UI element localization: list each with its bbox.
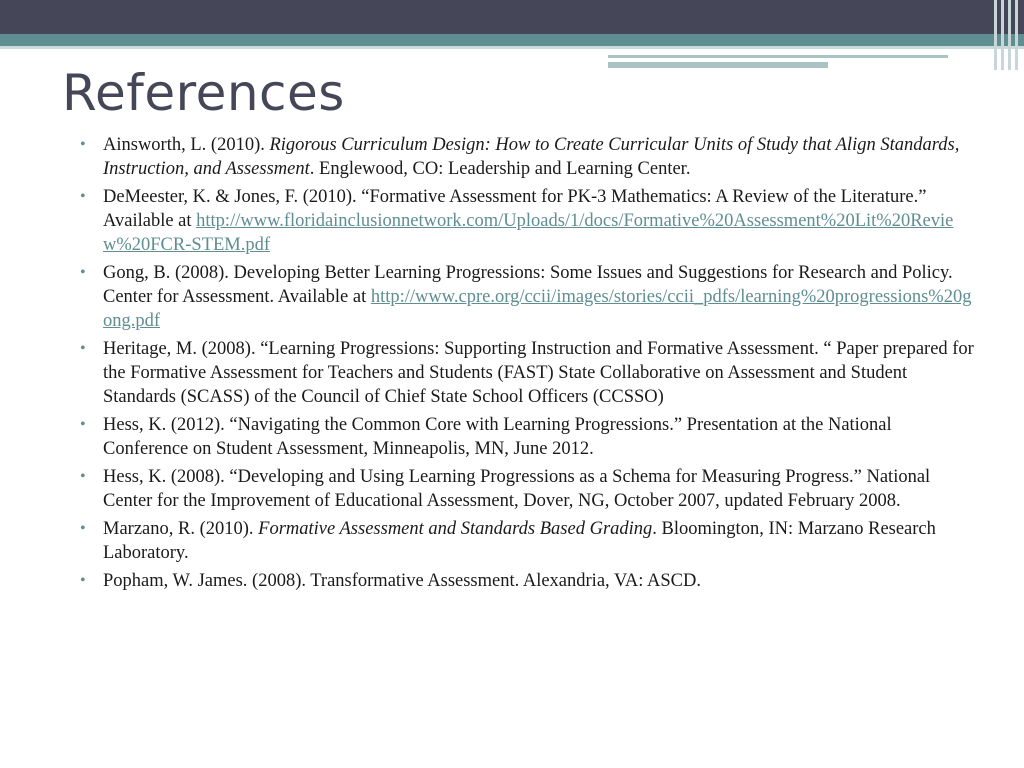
bullet-icon: •: [80, 264, 86, 281]
reference-text: Gong, B. (2008). Developing Better Learning Progressions: Some Issues and Suggestions for Research and Policy. Center for Assessment. Available at: [103, 263, 953, 307]
header-teal-band: [0, 34, 1024, 46]
reference-list: [80, 133, 975, 597]
reference-text: Heritage, M. (2008). “Learning Progressions: Supporting Instruction and Formative Assessment. “ Paper prepared for the Formative Assessment for Teachers and Students (FAST) State Collaborative on Assessment and Student Standards (SCASS) of the Council of Chief State School Officers (CCSSO): [103, 339, 974, 407]
header-light-band: [0, 46, 1024, 49]
bullet-icon: •: [80, 136, 86, 153]
reference-publisher: . Bloomington, IN: Marzano Research Laboratory.: [103, 519, 936, 563]
reference-author: Marzano, R. (2010).: [103, 519, 259, 539]
reference-text: Hess, K. (2008). “Developing and Using Learning Progressions as a Schema for Measuring Progress.” National Center for the Improvement of Educational Assessment, Dover, NG, October 2007, updated February 2008.: [103, 467, 931, 511]
reference-item: [80, 517, 975, 565]
header-vertical-stripes: [990, 0, 1024, 70]
reference-publisher: . Englewood, CO: Leadership and Learning Center.: [309, 159, 691, 179]
reference-item: [80, 261, 975, 333]
reference-item: [80, 133, 975, 181]
slide-title: References: [62, 64, 345, 122]
reference-item: [80, 569, 975, 593]
reference-item: [80, 337, 975, 409]
reference-item: [80, 413, 975, 461]
reference-text: DeMeester, K. & Jones, F. (2010). “Formative Assessment for PK-3 Mathematics: A Review of the Literature.” Available at: [103, 187, 927, 231]
bullet-icon: •: [80, 416, 86, 433]
reference-text: Popham, W. James. (2008). Transformative Assessment. Alexandria, VA: ASCD.: [103, 571, 701, 591]
header-dark-bar: [0, 0, 1024, 34]
reference-item: [80, 465, 975, 513]
reference-item: [80, 185, 975, 257]
bullet-icon: •: [80, 572, 86, 589]
reference-title: Formative Assessment and Standards Based Grading: [258, 519, 653, 539]
bullet-icon: •: [80, 340, 86, 357]
reference-title: Rigorous Curriculum Design: How to Create Curricular Units of Study that Align Standards, Instruction, and Assessment: [103, 135, 960, 179]
bullet-icon: •: [80, 468, 86, 485]
reference-link[interactable]: http://www.cpre.org/ccii/images/stories/ccii_pdfs/learning%20progressions%20gong.pdf: [103, 287, 972, 331]
reference-text: Hess, K. (2012). “Navigating the Common Core with Learning Progressions.” Presentation at the National Conference on Student Assessment, Minneapolis, MN, June 2012.: [103, 415, 892, 459]
reference-link[interactable]: http://www.floridainclusionnetwork.com/Uploads/1/docs/Formative%20Assessment%20Lit%20Review%20FCR-STEM.pdf: [103, 211, 954, 255]
bullet-icon: •: [80, 520, 86, 537]
reference-author: Ainsworth, L. (2010).: [103, 135, 270, 155]
header-accent-line: [608, 62, 828, 68]
header-accent-line: [608, 55, 948, 58]
bullet-icon: •: [80, 188, 86, 205]
